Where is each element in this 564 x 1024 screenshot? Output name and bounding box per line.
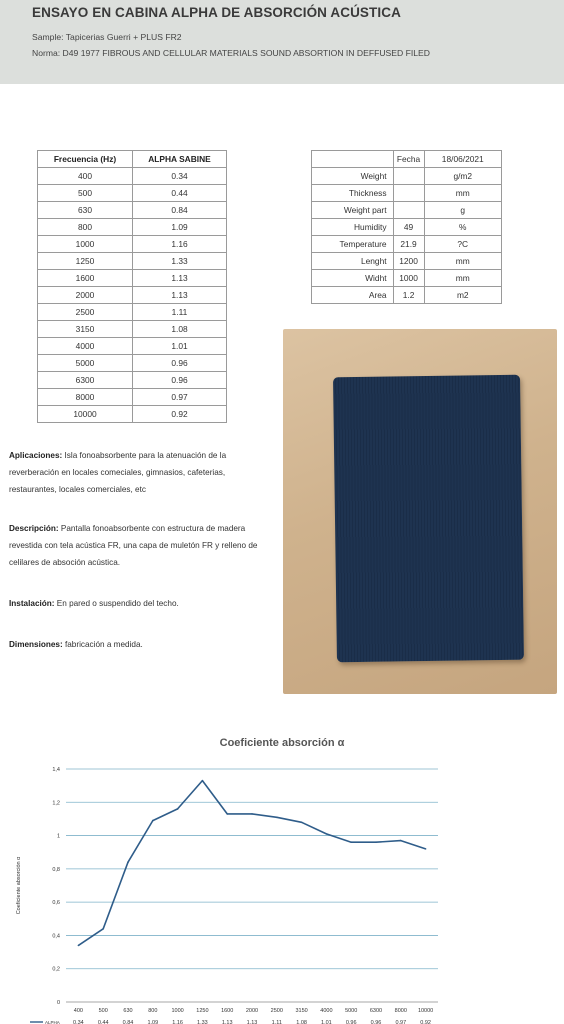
data-point: [425, 848, 427, 850]
frequency-cell: 5000: [38, 355, 133, 372]
data-point: [251, 813, 253, 815]
data-label: 1,13: [221, 1020, 233, 1024]
table-row: [312, 253, 502, 270]
instalacion-text: En pared o suspendido del techo.: [54, 599, 179, 608]
data-point: [202, 780, 204, 782]
x-tick-label: 1250: [196, 1008, 209, 1014]
data-label: 0,96: [345, 1020, 357, 1024]
property-value-cell: Fecha: [393, 151, 424, 168]
table-row: [38, 168, 227, 185]
data-label: 0,92: [420, 1020, 431, 1024]
table-row: [38, 406, 227, 423]
report-title: ENSAYO EN CABINA ALPHA DE ABSORCIÓN ACÚSTICA: [32, 5, 401, 20]
alpha-cell: 0.96: [133, 355, 227, 372]
data-point: [127, 861, 129, 863]
data-label: 1,01: [321, 1020, 332, 1024]
frequency-cell: 8000: [38, 389, 133, 406]
y-tick-label: 1,2: [52, 800, 60, 807]
property-value-cell: 1200: [393, 253, 424, 270]
y-tick-label: 1: [56, 833, 60, 840]
table-row: [38, 202, 227, 219]
x-tick-label: 6300: [369, 1008, 383, 1014]
header-frecuencia: Frecuencia (Hz): [38, 151, 133, 168]
property-value-cell: 49: [393, 219, 424, 236]
property-value-cell: 1000: [393, 270, 424, 287]
data-point: [326, 833, 328, 835]
data-label: 0,96: [370, 1020, 382, 1024]
y-tick-label: 0,6: [52, 900, 60, 907]
descripcion-text: Pantalla fonoabsorbente con estructura de madera revestida con tela acústica FR, una capa de muletón FR y relleno de celilares de absoción acústica.: [9, 524, 258, 567]
frequency-cell: 1000: [38, 236, 133, 253]
frequency-cell: 400: [38, 168, 133, 185]
properties-table: [311, 150, 502, 304]
property-value-cell: [393, 168, 424, 185]
alpha-cell: 0.34: [133, 168, 227, 185]
absorption-chart: [0, 750, 564, 1024]
dimensiones-text: fabricación a medida.: [62, 640, 143, 649]
table-row: [38, 219, 227, 236]
table-row: [38, 372, 227, 389]
frequency-cell: 1600: [38, 270, 133, 287]
x-tick-label: 500: [98, 1008, 108, 1014]
property-name-cell: Weight part: [312, 202, 394, 219]
legend-label: ALPHA: [45, 1020, 60, 1024]
report-header: [0, 0, 564, 84]
header-alpha-sabine: ALPHA SABINE: [133, 151, 227, 168]
y-tick-label: 1,4: [52, 767, 60, 773]
y-tick-label: 0,8: [52, 866, 60, 873]
property-unit-cell: ?C: [424, 236, 501, 253]
table-row: [38, 389, 227, 406]
data-label: 0,84: [122, 1020, 134, 1024]
data-label: 1,08: [296, 1020, 307, 1024]
property-unit-cell: m2: [424, 287, 501, 304]
frequency-cell: 1250: [38, 253, 133, 270]
table-row: [38, 185, 227, 202]
frequency-cell: 10000: [38, 406, 133, 423]
data-point: [276, 816, 278, 818]
property-value-cell: 21.9: [393, 236, 424, 253]
table-row: [312, 202, 502, 219]
alpha-cell: 1.33: [133, 253, 227, 270]
data-label: 1,11: [271, 1020, 282, 1024]
x-tick-label: 8000: [394, 1008, 407, 1014]
frequency-cell: 2500: [38, 304, 133, 321]
alpha-cell: 0.92: [133, 406, 227, 423]
data-label: 0,97: [395, 1020, 407, 1024]
property-unit-cell: g: [424, 202, 501, 219]
alpha-cell: 0.97: [133, 389, 227, 406]
property-name-cell: Temperature: [312, 236, 394, 253]
frequency-cell: 500: [38, 185, 133, 202]
data-point: [375, 841, 377, 843]
instalacion-label: Instalación:: [9, 599, 55, 608]
table-row: [38, 304, 227, 321]
y-tick-label: 0,2: [52, 966, 60, 973]
frequency-cell: 2000: [38, 287, 133, 304]
norma-line: Norma: D49 1977 FIBROUS AND CELLULAR MATERIALS SOUND ABSORTION IN DEFFUSED FILED: [32, 48, 430, 58]
product-photo: [283, 329, 557, 694]
x-tick-label: 5000: [345, 1008, 358, 1014]
table-row: [38, 355, 227, 372]
x-tick-label: 3150: [295, 1008, 308, 1014]
property-name-cell: Humidity: [312, 219, 394, 236]
x-tick-label: 2500: [270, 1008, 283, 1014]
data-point: [350, 841, 352, 843]
x-tick-label: 2000: [245, 1008, 259, 1014]
aplicaciones-paragraph: [9, 447, 271, 498]
alpha-cell: 0.84: [133, 202, 227, 219]
data-label: 0,34: [73, 1020, 84, 1024]
table-row: [38, 253, 227, 270]
sample-line: Sample: Tapicerias Guerri + PLUS FR2: [32, 32, 182, 42]
table-row: [312, 185, 502, 202]
x-tick-label: 630: [123, 1008, 133, 1014]
x-tick-label: 800: [148, 1008, 158, 1014]
alpha-cell: 1.08: [133, 321, 227, 338]
frequency-table-header-row: [38, 151, 227, 168]
property-name-cell: Thickness: [312, 185, 394, 202]
data-point: [78, 945, 80, 947]
property-unit-cell: mm: [424, 253, 501, 270]
acoustic-panel-image: [333, 375, 524, 663]
frequency-table: [37, 150, 227, 423]
x-tick-label: 400: [73, 1008, 83, 1014]
x-tick-label: 4000: [320, 1008, 333, 1014]
property-unit-cell: 18/06/2021: [424, 151, 501, 168]
property-unit-cell: %: [424, 219, 501, 236]
alpha-cell: 1.13: [133, 270, 227, 287]
data-point: [226, 813, 228, 815]
property-name-cell: Lenght: [312, 253, 394, 270]
property-value-cell: 1.2: [393, 287, 424, 304]
table-row: [38, 338, 227, 355]
series-line-alpha: [78, 781, 425, 946]
frequency-cell: 4000: [38, 338, 133, 355]
property-name-cell: Weight: [312, 168, 394, 185]
alpha-cell: 1.11: [133, 304, 227, 321]
frequency-cell: 3150: [38, 321, 133, 338]
alpha-cell: 0.44: [133, 185, 227, 202]
property-value-cell: [393, 202, 424, 219]
data-label: 1,13: [246, 1020, 258, 1024]
table-row: [312, 270, 502, 287]
table-row: [38, 321, 227, 338]
alpha-cell: 1.09: [133, 219, 227, 236]
property-value-cell: [393, 185, 424, 202]
x-tick-label: 10000: [417, 1008, 434, 1014]
y-tick-label: 0,4: [52, 933, 60, 940]
chart-title: Coeficiente absorción α: [219, 737, 345, 749]
table-row: [312, 236, 502, 253]
property-name-cell: [312, 151, 394, 168]
aplicaciones-label: Aplicaciones:: [9, 451, 63, 460]
aplicaciones-text: Isla fonoabsorbente para la atenuación de la reverberación en locales comeciales, gimnasios, cafeterias, restaurantes, locales comerciales, etc: [9, 451, 227, 494]
frequency-cell: 6300: [38, 372, 133, 389]
instalacion-paragraph: [9, 595, 271, 612]
dimensiones-label: Dimensiones:: [9, 640, 63, 649]
descripcion-paragraph: [9, 520, 271, 571]
alpha-cell: 0.96: [133, 372, 227, 389]
y-axis-label: Coeficiente absorción α: [16, 856, 22, 915]
alpha-cell: 1.13: [133, 287, 227, 304]
x-tick-label: 1600: [221, 1008, 234, 1014]
descripcion-label: Descripción:: [9, 524, 59, 533]
y-tick-label: 0: [56, 1000, 60, 1006]
property-name-cell: Area: [312, 287, 394, 304]
data-label: 1,16: [172, 1020, 183, 1024]
table-row: [38, 270, 227, 287]
alpha-cell: 1.16: [133, 236, 227, 253]
data-point: [152, 820, 154, 822]
data-point: [400, 840, 402, 842]
table-row: [38, 236, 227, 253]
data-point: [301, 821, 303, 823]
data-label: 1,33: [197, 1020, 208, 1024]
table-row: [38, 287, 227, 304]
property-unit-cell: mm: [424, 185, 501, 202]
alpha-cell: 1.01: [133, 338, 227, 355]
frequency-cell: 630: [38, 202, 133, 219]
table-row: [312, 151, 502, 168]
data-label: 1,09: [147, 1020, 159, 1024]
frequency-cell: 800: [38, 219, 133, 236]
dimensiones-paragraph: [9, 636, 271, 653]
table-row: [312, 168, 502, 185]
property-name-cell: Widht: [312, 270, 394, 287]
table-row: [312, 219, 502, 236]
table-row: [312, 287, 502, 304]
x-tick-label: 1000: [171, 1008, 184, 1014]
data-point: [102, 928, 104, 930]
data-label: 0,44: [97, 1020, 109, 1024]
data-point: [177, 808, 179, 810]
property-unit-cell: mm: [424, 270, 501, 287]
property-unit-cell: g/m2: [424, 168, 501, 185]
